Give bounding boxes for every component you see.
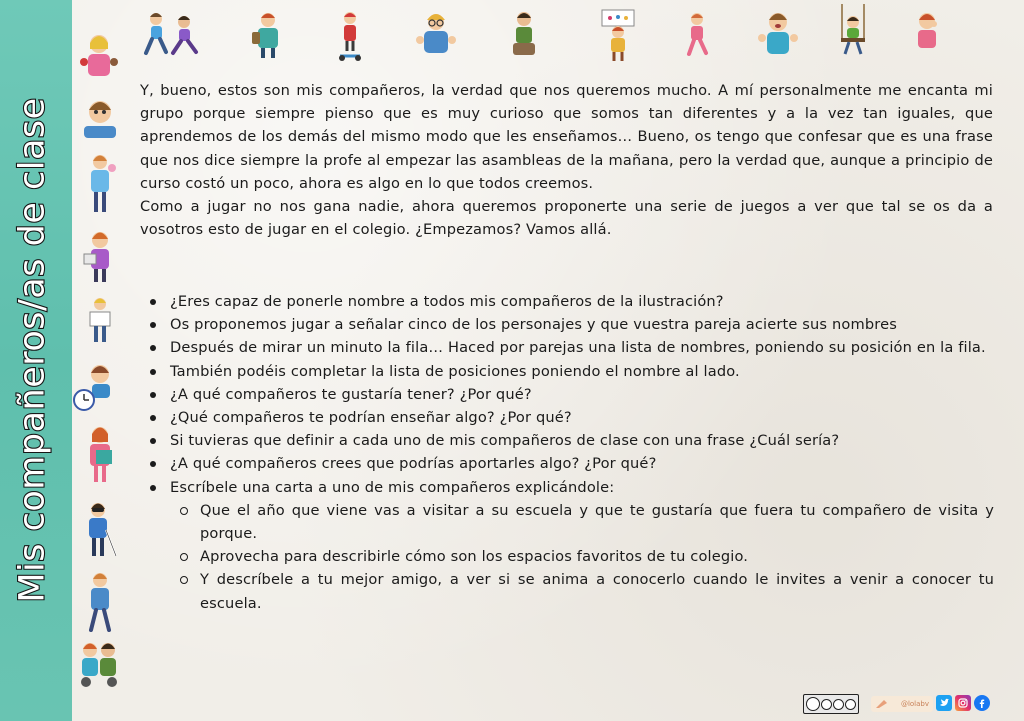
by-icon — [821, 699, 832, 710]
list-item-letter — [146, 476, 994, 615]
footer — [803, 694, 1003, 716]
letter-sub-list — [176, 499, 994, 615]
side-title — [2, 30, 64, 670]
girl-with-book-icon — [82, 424, 118, 484]
pencil-icon — [875, 699, 889, 709]
list-item: ¿Eres capaz de ponerle nombre a todos mis compañeros de la ilustración? — [146, 290, 994, 313]
activity-list — [146, 290, 994, 615]
cc-icon — [806, 697, 820, 711]
boy-with-sign-icon — [84, 296, 116, 346]
list-item: ¿Qué compañeros te podrían enseñar algo? ¿Por qué? — [146, 406, 994, 429]
list-item: Os proponemos jugar a señalar cinco de los personajes y que vuestra pareja acierte sus nombres — [146, 313, 994, 336]
boy-with-cane-icon — [80, 500, 118, 558]
list-item-text: Escríbele una carta a uno de mis compañeros explicándole: — [170, 478, 615, 496]
two-boys-icon — [76, 640, 122, 688]
sub-list-item: Aprovecha para describirle cómo son los espacios favoritos de tu colegio. — [176, 545, 994, 568]
girl-thinking-icon — [910, 10, 944, 60]
list-item: Después de mirar un minuto la fila… Haced por parejas una lista de nombres, poniendo su posición en la fila. — [146, 336, 994, 359]
girl-with-glasses-icon — [412, 10, 460, 60]
boy-peeking-icon — [80, 96, 120, 140]
boy-with-bag-icon — [248, 10, 288, 60]
boy-on-scooter-icon — [336, 10, 364, 62]
boy-sitting-icon — [508, 10, 540, 60]
girl-holding-sign-icon — [598, 8, 638, 62]
brand-label: @lolabv — [900, 700, 929, 708]
intro-paragraph: Y, bueno, estos son mis compañeros, la verdad que nos queremos mucho. A mí personalmente me encanta mi grupo porque siempre pienso que es muy curioso que somos tan diferentes y a la vez tan iguales, que aprendemos de los demás del mismo modo que les enseñamos… Bueno, os tengo que confesar que es una frase que nos dice siempre la profe al empezar las asambleas de la mañana, pero la verdad que, aunque a principio de curso costó un poco, ahora es algo en lo que todos creemos. — [140, 82, 993, 192]
intro-text — [140, 79, 993, 241]
brand-badge[interactable] — [871, 696, 933, 712]
side-title-text: Mis compañeros/as de clase — [13, 97, 53, 603]
instagram-icon[interactable] — [955, 695, 971, 711]
twitter-icon[interactable] — [936, 695, 952, 711]
girl-running-icon — [682, 10, 712, 62]
creative-commons-by-nc-sa-icon[interactable] — [803, 694, 859, 714]
sub-list-item: Y descríbele a tu mejor amigo, a ver si se anima a conocerlo cuando le invites a venir a conocer tu escuela. — [176, 568, 994, 614]
intro-paragraph: Como a jugar no nos gana nadie, ahora queremos proponerte una serie de juegos a ver que tal se os da a vosotros esto de jugar en el colegio. ¿Empezamos? Vamos allá. — [140, 198, 993, 239]
boy-with-book-icon — [82, 228, 118, 284]
sub-list-item: Que el año que viene vas a visitar a su escuela y que te gustaría que fuera tu compañero de visita y porque. — [176, 499, 994, 545]
sa-icon — [845, 699, 856, 710]
nc-icon — [833, 699, 844, 710]
boy-with-clock-icon — [72, 362, 118, 414]
girl-with-apple-icon — [78, 32, 120, 86]
children-running-icon — [138, 10, 206, 58]
girl-with-icecream-icon — [82, 152, 118, 216]
list-item: ¿A qué compañeros crees que podrías aportarles algo? ¿Por qué? — [146, 452, 994, 475]
facebook-icon[interactable] — [974, 695, 990, 711]
list-item: ¿A qué compañeros te gustaría tener? ¿Por qué? — [146, 383, 994, 406]
boy-shouting-icon — [756, 10, 800, 62]
boy-on-swing-icon — [836, 4, 870, 56]
list-item: También podéis completar la lista de posiciones poniendo el nombre al lado. — [146, 360, 994, 383]
boy-walking-icon — [82, 570, 118, 632]
list-item: Si tuvieras que definir a cada uno de mis compañeros de clase con una frase ¿Cuál sería? — [146, 429, 994, 452]
